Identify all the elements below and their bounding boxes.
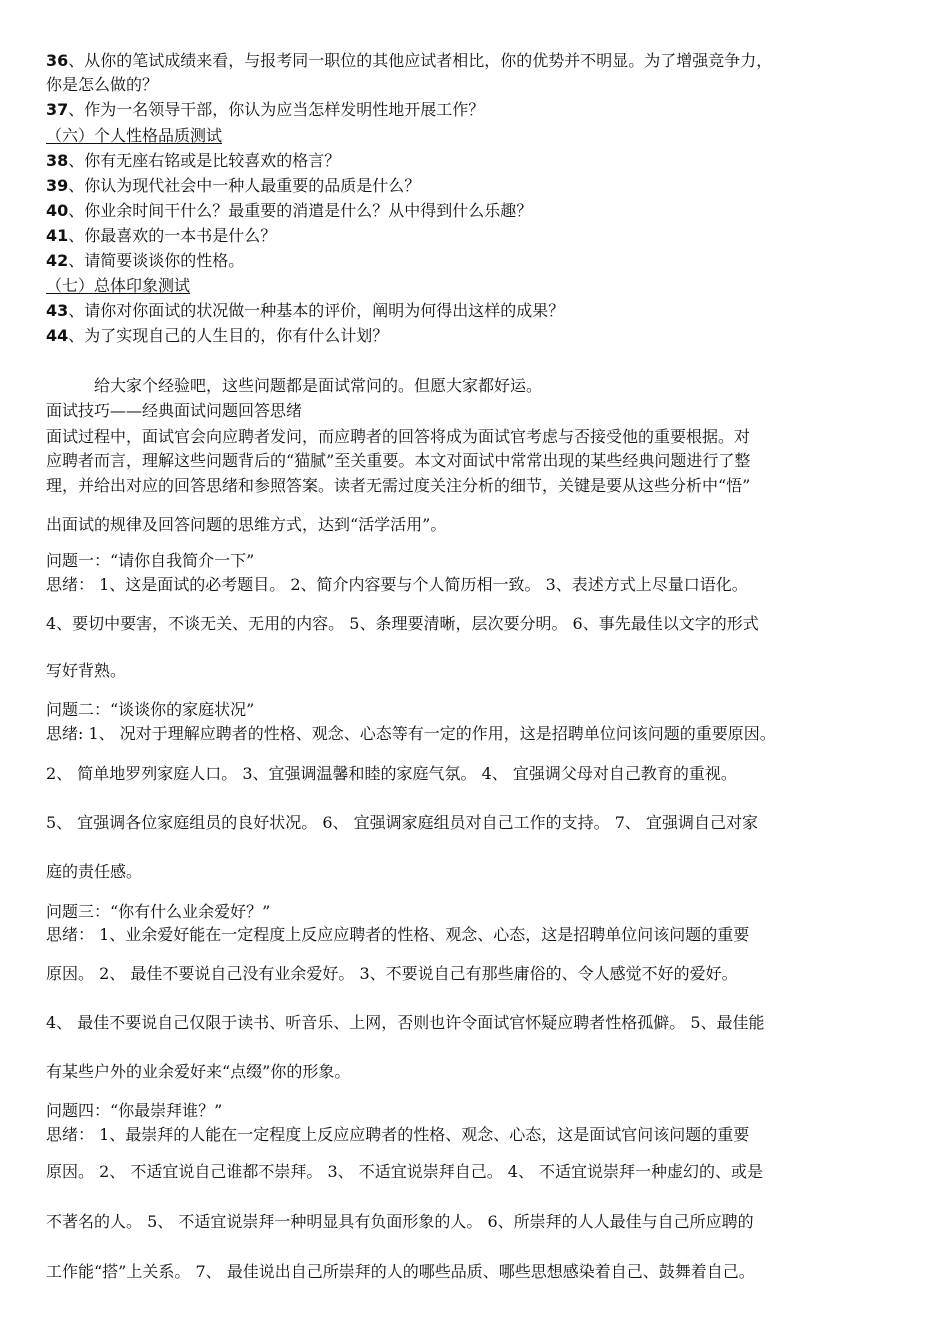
question-44: 44、为了实现自己的人生目的，你有什么计划？ <box>46 326 389 345</box>
question-4-line: 原因。 2、 不适宜说自己谁都不崇拜。 3、 不适宜说崇拜自己。 4、 不适宜说崇拜一种虚幻的、或是 <box>46 1162 764 1181</box>
advice-note: 给大家个经验吧，这些问题都是面试常问的。但愿大家都好运。 <box>94 376 543 395</box>
question-3-line: 思绪： 1、业余爱好能在一定程度上反应应聘者的性格、观念、心态，这是招聘单位问该问题的重要 <box>46 925 750 944</box>
question-1-line: 思绪： 1、这是面试的必考题目。 2、简介内容要与个人简历相一致。 3、表述方式上尽量口语化。 <box>46 575 748 594</box>
question-2-line: 庭的责任感。 <box>46 862 143 881</box>
question-4-title: 问题四：“你最崇拜谁？” <box>46 1101 223 1120</box>
question-4-line: 工作能“搭”上关系。 7、 最佳说出自己所崇拜的人的哪些品质、哪些思想感染着自己、鼓舞着自己。 <box>46 1262 755 1281</box>
question-4-line: 不著名的人。 5、 不适宜说崇拜一种明显具有负面形象的人。 6、所崇拜的人人最佳与自己所应聘的 <box>46 1212 754 1231</box>
question-3-title: 问题三：“你有什么业余爱好？” <box>46 902 271 921</box>
question-3-line: 4、 最佳不要说自己仅限于读书、听音乐、上网，否则也许令面试官怀疑应聘者性格孤僻。 5、最佳能 <box>46 1013 765 1032</box>
question-42: 42、请简要谈谈你的性格。 <box>46 251 245 270</box>
question-38: 38、你有无座右铭或是比较喜欢的格言？ <box>46 151 341 170</box>
article-title: 面试技巧——经典面试问题回答思绪 <box>46 401 303 420</box>
intro-line: 面试过程中，面试官会向应聘者发问，而应聘者的回答将成为面试官考虑与否接受他的重要根据。对 <box>46 427 751 446</box>
question-37: 37、作为一名领导干部，你认为应当怎样发明性地开展工作？ <box>46 100 485 119</box>
question-43: 43、请你对你面试的状况做一种基本的评价，阐明为何得出这样的成果？ <box>46 301 565 320</box>
question-40: 40、你业余时间干什么？最重要的消遣是什么？从中得到什么乐趣？ <box>46 201 533 220</box>
intro-line: 应聘者而言，理解这些问题背后的“猫腻”至关重要。本文对面试中常常出现的某些经典问题进行了整 <box>46 451 751 470</box>
question-2-line: 2、 简单地罗列家庭人口。 3、宜强调温馨和睦的家庭气氛。 4、 宜强调父母对自己教育的重视。 <box>46 764 737 783</box>
question-39: 39、你认为现代社会中一种人最重要的品质是什么？ <box>46 176 421 195</box>
question-2-line: 5、 宜强调各位家庭组员的良好状况。 6、 宜强调家庭组员对自己工作的支持。 7、 宜强调自己对家 <box>46 813 758 832</box>
intro-line: 理，并给出对应的回答思绪和参照答案。读者无需过度关注分析的细节，关键是要从这些分析中“悟” <box>46 476 751 495</box>
intro-line: 出面试的规律及回答问题的思维方式，达到“活学活用”。 <box>46 515 447 534</box>
question-36-cont: 你是怎么做的？ <box>46 75 159 94</box>
question-1-line: 写好背熟。 <box>46 661 127 680</box>
question-3-line: 有某些户外的业余爱好来“点缀”你的形象。 <box>46 1062 351 1081</box>
question-3-line: 原因。 2、 最佳不要说自己没有业余爱好。 3、不要说自己有那些庸俗的、令人感觉不好的爱好。 <box>46 964 738 983</box>
question-4-line: 思绪： 1、最崇拜的人能在一定程度上反应应聘者的性格、观念、心态，这是面试官问该问题的重要 <box>46 1125 750 1144</box>
question-36: 36、从你的笔试成绩来看，与报考同一职位的其他应试者相比，你的优势并不明显。为了增强竞争力， <box>46 51 773 70</box>
question-2-title: 问题二：“谈谈你的家庭状况” <box>46 700 255 719</box>
question-2-line: 思绪: 1、 况对于理解应聘者的性格、观念、心态等有一定的作用，这是招聘单位问该问题的重要原因。 <box>46 724 776 743</box>
section-heading-6: （六）个人性格品质测试 <box>46 126 223 145</box>
question-1-title: 问题一：“请你自我简介一下” <box>46 551 255 570</box>
section-heading-7: （七）总体印象测试 <box>46 276 191 295</box>
question-41: 41、你最喜欢的一本书是什么？ <box>46 226 277 245</box>
question-1-line: 4、要切中要害，不谈无关、无用的内容。 5、条理要清晰，层次要分明。 6、事先最佳以文字的形式 <box>46 614 759 633</box>
